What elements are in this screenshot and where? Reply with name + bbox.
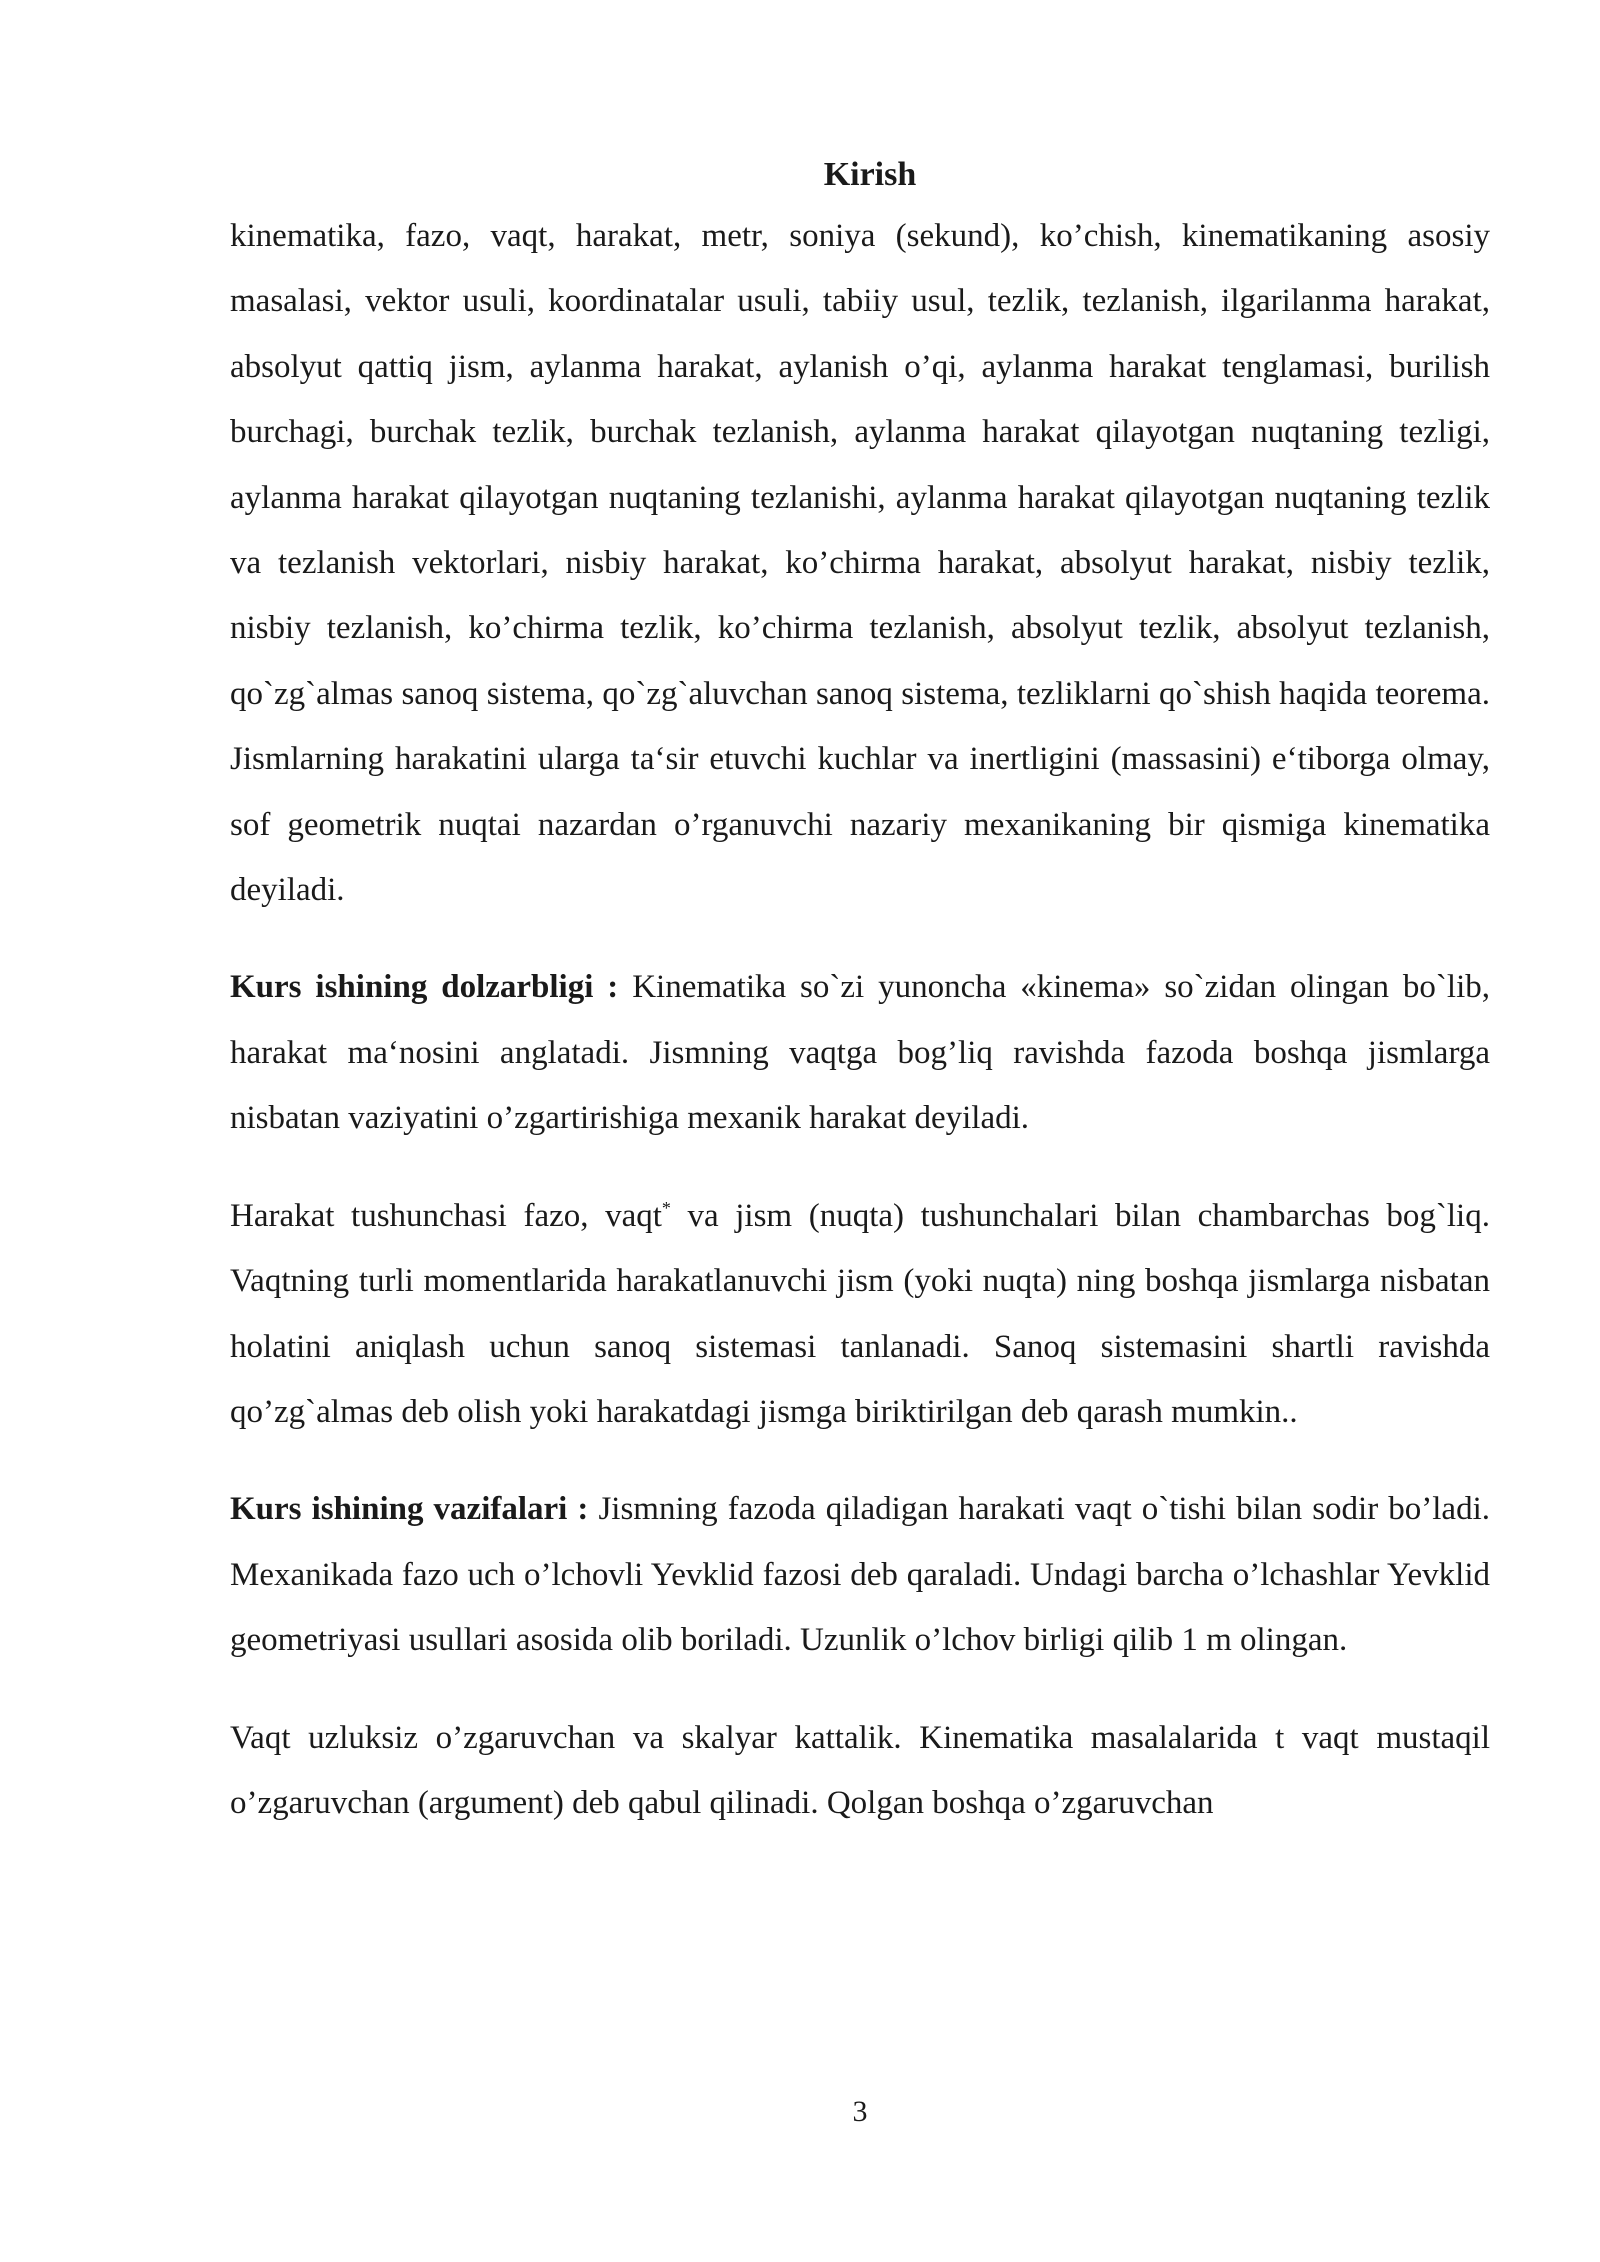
paragraph-tasks	[230, 1477, 1490, 1673]
document-page	[230, 146, 1490, 1836]
page-number: 3	[852, 2095, 868, 2128]
paragraph-text: Harakat tushunchasi fazo, vaqt	[230, 1197, 662, 1234]
paragraph-relevance	[230, 955, 1490, 1151]
paragraph-lead: Kurs ishining vazifalari :	[230, 1491, 589, 1528]
page-title: Kirish	[823, 156, 917, 193]
paragraph-text: Vaqt uzluksiz o’zgaruvchan va skalyar kattalik. Kinematika masalalarida t vaqt mustaqil o’zgaruvchan (argument) deb qabul qilinadi. Qolgan boshqa o’zgaruvchan	[230, 1719, 1490, 1821]
paragraph-text: kinematika, fazo, vaqt, harakat, metr, soniya (sekund), ko’chish, kinematikaning asosiy masalasi, vektor usuli, koordinatalar usuli, tabiiy usul, tezlik, tezlanish, ilgarilanma harakat, absolyut qattiq jism, aylanma harakat, aylanish o’qi, aylanma harakat tenglamasi, burilish burchagi, burchak tezlik, burchak tezlanish, aylanma harakat qilayotgan nuqtaning tezligi, aylanma harakat qilayotgan nuqtaning tezlanishi, aylanma harakat qilayotgan nuqtaning tezlik va tezlanish vektorlari, nisbiy harakat, ko’chirma harakat, absolyut harakat, nisbiy tezlik, nisbiy tezlanish, ko’chirma tezlik, ko’chirma tezlanish, absolyut tezlik, absolyut tezlanish, qo`zg`almas sanoq sistema, qo`zg`aluvchan sanoq sistema, tezliklarni qo`shish haqida teorema. Jismlarning harakatini ularga ta‘sir etuvchi kuchlar va inertligini (massasini) e‘tiborga olmay, sof geometrik nuqtai nazardan o’rganuvchi nazariy mexanikaning bir qismiga kinematika deyiladi.	[230, 218, 1490, 909]
paragraph-text: Kinematika so`zi yunoncha «kinema» so`zidan olingan bo`lib, harakat ma‘nosini anglatadi. Jismning vaqtga bog’liq ravishda fazoda boshqa jismlarga nisbatan vaziyatini o’zgartirishiga mexanik harakat deyiladi.	[230, 969, 1490, 1137]
paragraph-text: va jism (nuqta) tushunchalari bilan chambarchas bog`liq. Vaqtning turli momentlarida harakatlanuvchi jism (yoki nuqta) ning boshqa jismlarga nisbatan holatini aniqlash uchun sanoq sistemasi tanlanadi. Sanoq sistemasini shartli ravishda qo’zg`almas deb olish yoki harakatdagi jismga biriktirilgan deb qarash mumkin..	[230, 1197, 1490, 1430]
paragraph-time	[230, 1706, 1490, 1837]
paragraph-motion-concept	[230, 1184, 1490, 1446]
paragraph-text: Jismning fazoda qiladigan harakati vaqt o`tishi bilan sodir bo’ladi. Mexanikada fazo uch o’lchovli Yevklid fazosi deb qaraladi. Undagi barcha o’lchashlar Yevklid geometriyasi usullari asosida olib boriladi. Uzunlik o’lchov birligi qilib 1 m olingan.	[230, 1491, 1490, 1659]
paragraph-intro	[230, 204, 1490, 923]
paragraph-lead: Kurs ishining dolzarbligi :	[230, 969, 619, 1006]
footnote-marker: *	[661, 1197, 671, 1218]
